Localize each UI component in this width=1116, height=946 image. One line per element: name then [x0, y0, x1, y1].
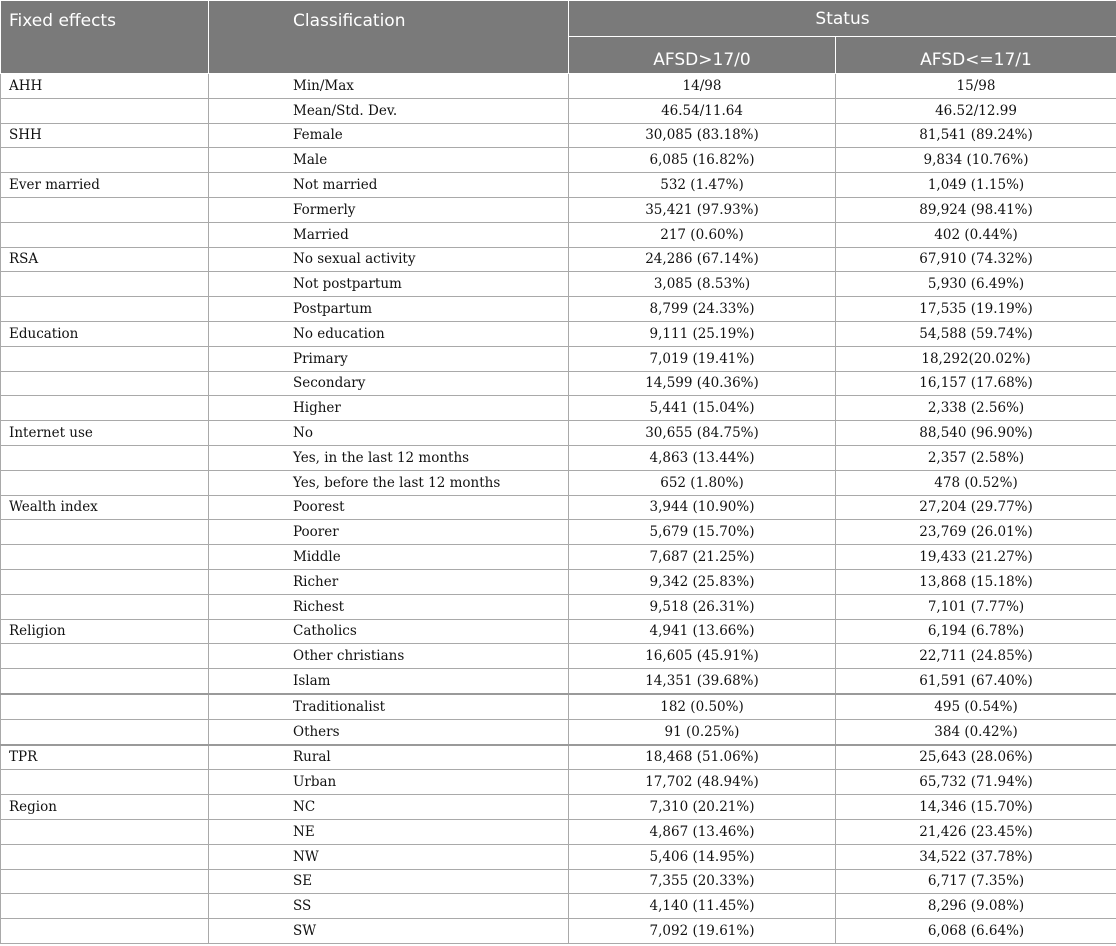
table-row	[1, 421, 1116, 446]
cell-classification: Female	[209, 123, 569, 148]
table-row	[1, 321, 1116, 346]
cell-classification: NC	[209, 795, 569, 820]
cell-classification: Poorest	[209, 495, 569, 520]
cell-classification: Formerly	[209, 197, 569, 222]
cell-fixed-effect	[1, 520, 209, 545]
cell-afsd-gt-17: 9,518 (26.31%)	[569, 594, 836, 619]
cell-fixed-effect	[1, 545, 209, 570]
cell-afsd-le-17: 2,338 (2.56%)	[836, 396, 1116, 421]
cell-afsd-le-17: 46.52/12.99	[836, 98, 1116, 123]
header-classification: Classification	[209, 1, 569, 74]
cell-afsd-gt-17: 7,092 (19.61%)	[569, 919, 836, 944]
cell-fixed-effect	[1, 770, 209, 795]
table-row	[1, 74, 1116, 99]
cell-afsd-gt-17: 7,355 (20.33%)	[569, 869, 836, 894]
cell-fixed-effect	[1, 371, 209, 396]
table-row	[1, 123, 1116, 148]
header-fixed-effects: Fixed effects	[1, 1, 209, 74]
cell-fixed-effect	[1, 470, 209, 495]
cell-fixed-effect	[1, 819, 209, 844]
table-row	[1, 272, 1116, 297]
cell-afsd-gt-17: 14/98	[569, 74, 836, 99]
cell-afsd-le-17: 6,717 (7.35%)	[836, 869, 1116, 894]
table-row	[1, 869, 1116, 894]
cell-afsd-gt-17: 9,342 (25.83%)	[569, 569, 836, 594]
cell-afsd-le-17: 15/98	[836, 74, 1116, 99]
cell-classification: Traditionalist	[209, 694, 569, 719]
cell-fixed-effect	[1, 594, 209, 619]
cell-fixed-effect: Internet use	[1, 421, 209, 446]
cell-afsd-le-17: 67,910 (74.32%)	[836, 247, 1116, 272]
cell-classification: Married	[209, 222, 569, 247]
cell-classification: No	[209, 421, 569, 446]
cell-afsd-gt-17: 217 (0.60%)	[569, 222, 836, 247]
cell-classification: Richest	[209, 594, 569, 619]
cell-afsd-le-17: 17,535 (19.19%)	[836, 297, 1116, 322]
cell-classification: Richer	[209, 569, 569, 594]
cell-afsd-le-17: 384 (0.42%)	[836, 719, 1116, 744]
cell-afsd-gt-17: 46.54/11.64	[569, 98, 836, 123]
cell-classification: Urban	[209, 770, 569, 795]
cell-fixed-effect: Education	[1, 321, 209, 346]
header-status-afsd-le-17: AFSD<=17/1	[836, 37, 1116, 74]
cell-fixed-effect: RSA	[1, 247, 209, 272]
table-row	[1, 919, 1116, 944]
cell-afsd-gt-17: 4,867 (13.46%)	[569, 819, 836, 844]
table-row	[1, 396, 1116, 421]
cell-classification: Min/Max	[209, 74, 569, 99]
cell-fixed-effect: SHH	[1, 123, 209, 148]
cell-fixed-effect	[1, 719, 209, 744]
table-row	[1, 297, 1116, 322]
cell-classification: Primary	[209, 346, 569, 371]
cell-afsd-le-17: 65,732 (71.94%)	[836, 770, 1116, 795]
table-row	[1, 520, 1116, 545]
table-row	[1, 894, 1116, 919]
cell-fixed-effect	[1, 445, 209, 470]
cell-afsd-gt-17: 5,679 (15.70%)	[569, 520, 836, 545]
cell-fixed-effect	[1, 844, 209, 869]
table-row	[1, 545, 1116, 570]
cell-afsd-gt-17: 14,351 (39.68%)	[569, 669, 836, 694]
cell-afsd-le-17: 19,433 (21.27%)	[836, 545, 1116, 570]
cell-afsd-le-17: 478 (0.52%)	[836, 470, 1116, 495]
cell-afsd-le-17: 27,204 (29.77%)	[836, 495, 1116, 520]
table-row	[1, 819, 1116, 844]
table-row	[1, 371, 1116, 396]
cell-fixed-effect	[1, 148, 209, 173]
cell-afsd-le-17: 6,194 (6.78%)	[836, 619, 1116, 644]
cell-afsd-gt-17: 182 (0.50%)	[569, 694, 836, 719]
table-row	[1, 694, 1116, 719]
cell-afsd-gt-17: 30,085 (83.18%)	[569, 123, 836, 148]
table-row	[1, 719, 1116, 744]
cell-afsd-gt-17: 3,085 (8.53%)	[569, 272, 836, 297]
cell-fixed-effect	[1, 669, 209, 694]
cell-afsd-gt-17: 30,655 (84.75%)	[569, 421, 836, 446]
cell-afsd-gt-17: 7,687 (21.25%)	[569, 545, 836, 570]
table-row	[1, 594, 1116, 619]
cell-classification: NE	[209, 819, 569, 844]
cell-afsd-le-17: 25,643 (28.06%)	[836, 745, 1116, 770]
cell-afsd-gt-17: 532 (1.47%)	[569, 173, 836, 198]
table-row	[1, 148, 1116, 173]
cell-classification: Catholics	[209, 619, 569, 644]
cell-afsd-le-17: 88,540 (96.90%)	[836, 421, 1116, 446]
table-row	[1, 197, 1116, 222]
table-body	[1, 74, 1116, 944]
cell-fixed-effect	[1, 297, 209, 322]
table-row	[1, 173, 1116, 198]
cell-afsd-gt-17: 652 (1.80%)	[569, 470, 836, 495]
cell-afsd-gt-17: 8,799 (24.33%)	[569, 297, 836, 322]
cell-afsd-gt-17: 9,111 (25.19%)	[569, 321, 836, 346]
cell-afsd-gt-17: 7,310 (20.21%)	[569, 795, 836, 820]
cell-afsd-gt-17: 6,085 (16.82%)	[569, 148, 836, 173]
cell-classification: Secondary	[209, 371, 569, 396]
cell-afsd-gt-17: 24,286 (67.14%)	[569, 247, 836, 272]
cell-afsd-gt-17: 5,441 (15.04%)	[569, 396, 836, 421]
cell-classification: Yes, before the last 12 months	[209, 470, 569, 495]
header-status-afsd-gt-17: AFSD>17/0	[569, 37, 836, 74]
cell-classification: Rural	[209, 745, 569, 770]
cell-fixed-effect: Wealth index	[1, 495, 209, 520]
cell-afsd-le-17: 81,541 (89.24%)	[836, 123, 1116, 148]
table-row	[1, 770, 1116, 795]
table-row	[1, 745, 1116, 770]
cell-classification: Others	[209, 719, 569, 744]
cell-afsd-le-17: 8,296 (9.08%)	[836, 894, 1116, 919]
cell-afsd-gt-17: 17,702 (48.94%)	[569, 770, 836, 795]
header-status: Status	[569, 1, 1116, 37]
cell-afsd-gt-17: 35,421 (97.93%)	[569, 197, 836, 222]
cell-afsd-gt-17: 4,863 (13.44%)	[569, 445, 836, 470]
cell-classification: Islam	[209, 669, 569, 694]
cell-afsd-le-17: 5,930 (6.49%)	[836, 272, 1116, 297]
cell-fixed-effect: Ever married	[1, 173, 209, 198]
table-row	[1, 470, 1116, 495]
cell-classification: Middle	[209, 545, 569, 570]
table-row	[1, 644, 1116, 669]
cell-afsd-le-17: 2,357 (2.58%)	[836, 445, 1116, 470]
cell-afsd-le-17: 89,924 (98.41%)	[836, 197, 1116, 222]
cell-afsd-le-17: 22,711 (24.85%)	[836, 644, 1116, 669]
table-header	[1, 1, 1116, 74]
cell-classification: Yes, in the last 12 months	[209, 445, 569, 470]
table-row	[1, 222, 1116, 247]
cell-afsd-gt-17: 4,941 (13.66%)	[569, 619, 836, 644]
cell-fixed-effect	[1, 396, 209, 421]
cell-afsd-le-17: 16,157 (17.68%)	[836, 371, 1116, 396]
cell-afsd-le-17: 6,068 (6.64%)	[836, 919, 1116, 944]
cell-afsd-gt-17: 7,019 (19.41%)	[569, 346, 836, 371]
cell-classification: Male	[209, 148, 569, 173]
cell-fixed-effect: Region	[1, 795, 209, 820]
table-row	[1, 98, 1116, 123]
cell-classification: No education	[209, 321, 569, 346]
cell-fixed-effect: Religion	[1, 619, 209, 644]
cell-afsd-le-17: 23,769 (26.01%)	[836, 520, 1116, 545]
table-row	[1, 619, 1116, 644]
cell-afsd-gt-17: 3,944 (10.90%)	[569, 495, 836, 520]
table-row	[1, 495, 1116, 520]
cell-classification: No sexual activity	[209, 247, 569, 272]
cell-afsd-le-17: 402 (0.44%)	[836, 222, 1116, 247]
cell-afsd-le-17: 1,049 (1.15%)	[836, 173, 1116, 198]
cell-afsd-gt-17: 18,468 (51.06%)	[569, 745, 836, 770]
table-row	[1, 346, 1116, 371]
cell-classification: SW	[209, 919, 569, 944]
cell-afsd-gt-17: 14,599 (40.36%)	[569, 371, 836, 396]
cell-afsd-le-17: 14,346 (15.70%)	[836, 795, 1116, 820]
cell-fixed-effect	[1, 894, 209, 919]
table-row	[1, 445, 1116, 470]
cell-fixed-effect	[1, 346, 209, 371]
cell-classification: Higher	[209, 396, 569, 421]
cell-afsd-le-17: 61,591 (67.40%)	[836, 669, 1116, 694]
cell-afsd-le-17: 7,101 (7.77%)	[836, 594, 1116, 619]
cell-fixed-effect	[1, 694, 209, 719]
cell-afsd-gt-17: 5,406 (14.95%)	[569, 844, 836, 869]
cell-afsd-le-17: 495 (0.54%)	[836, 694, 1116, 719]
cell-afsd-gt-17: 4,140 (11.45%)	[569, 894, 836, 919]
cell-afsd-le-17: 34,522 (37.78%)	[836, 844, 1116, 869]
cell-classification: Not married	[209, 173, 569, 198]
table-row	[1, 844, 1116, 869]
cell-classification: Mean/Std. Dev.	[209, 98, 569, 123]
cell-afsd-le-17: 54,588 (59.74%)	[836, 321, 1116, 346]
cell-fixed-effect	[1, 569, 209, 594]
cell-fixed-effect	[1, 919, 209, 944]
cell-fixed-effect	[1, 869, 209, 894]
cell-classification: Postpartum	[209, 297, 569, 322]
cell-afsd-le-17: 18,292(20.02%)	[836, 346, 1116, 371]
table-row	[1, 247, 1116, 272]
cell-fixed-effect: AHH	[1, 74, 209, 99]
cell-classification: Other christians	[209, 644, 569, 669]
cell-fixed-effect: TPR	[1, 745, 209, 770]
table-row	[1, 795, 1116, 820]
cell-fixed-effect	[1, 644, 209, 669]
cell-fixed-effect	[1, 222, 209, 247]
cell-afsd-le-17: 9,834 (10.76%)	[836, 148, 1116, 173]
cell-afsd-le-17: 21,426 (23.45%)	[836, 819, 1116, 844]
cell-afsd-le-17: 13,868 (15.18%)	[836, 569, 1116, 594]
cell-fixed-effect	[1, 98, 209, 123]
cell-classification: NW	[209, 844, 569, 869]
cell-afsd-gt-17: 91 (0.25%)	[569, 719, 836, 744]
cell-classification: SS	[209, 894, 569, 919]
cell-classification: Not postpartum	[209, 272, 569, 297]
cell-fixed-effect	[1, 197, 209, 222]
cell-classification: Poorer	[209, 520, 569, 545]
table-row	[1, 669, 1116, 694]
cell-afsd-gt-17: 16,605 (45.91%)	[569, 644, 836, 669]
table-row	[1, 569, 1116, 594]
cell-fixed-effect	[1, 272, 209, 297]
cell-classification: SE	[209, 869, 569, 894]
